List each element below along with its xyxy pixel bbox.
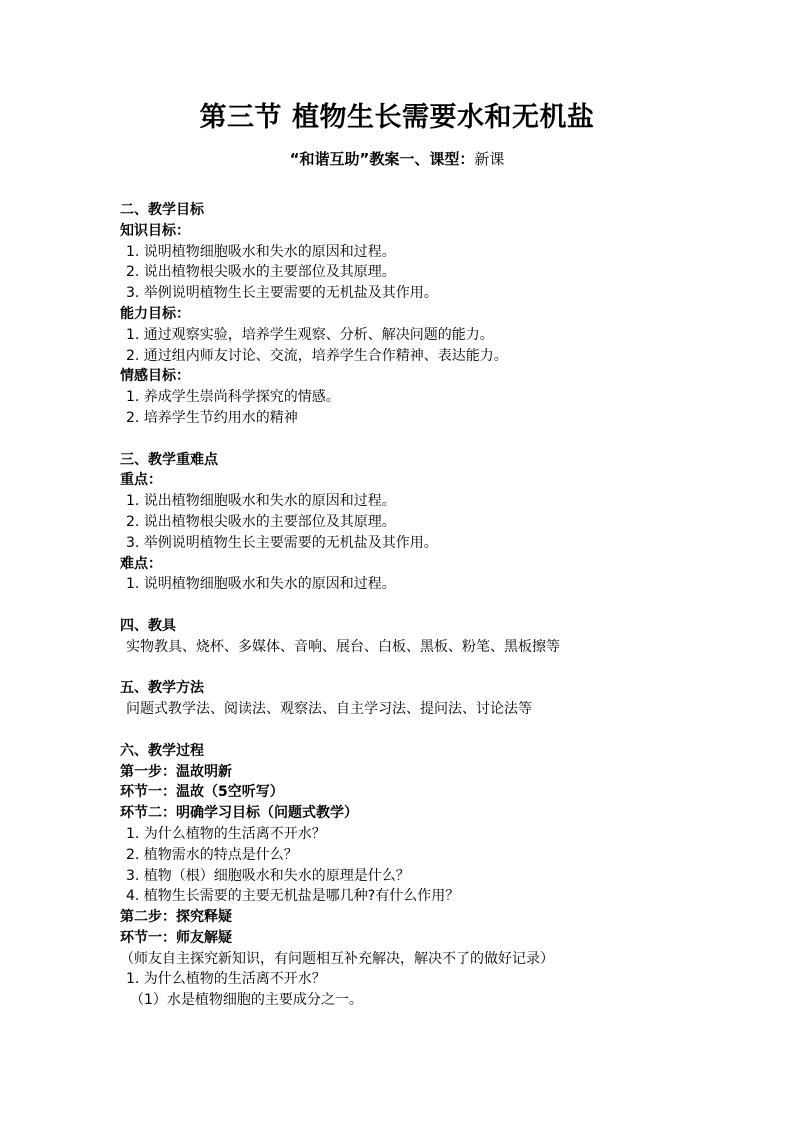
list-item: 1. 说出植物细胞吸水和失水的原因和过程。	[126, 493, 396, 510]
subtitle-lesson-type: 新课	[474, 150, 505, 168]
list-item: 1. 为什么植物的生活离不开水？	[126, 825, 326, 842]
teaching-aids-text: 实物教具、烧杯、多媒体、音响、展台、白板、黑板、粉笔、黑板擦等	[126, 638, 560, 655]
list-item: 4. 植物生长需要的主要无机盐是哪几种?有什么作用？	[126, 888, 460, 905]
emotion-objectives-label: 情感目标：	[120, 368, 190, 385]
list-item: 1. 为什么植物的生活离不开水？	[126, 971, 326, 988]
key-points-label: 重点：	[120, 472, 162, 489]
section-heading-objectives: 二、教学目标	[120, 202, 204, 218]
list-item: 1. 养成学生崇尚科学探究的情感。	[126, 389, 340, 406]
section-heading-teaching-aids: 四、教具	[120, 617, 176, 634]
step-two-heading: 第二步：探究释疑	[120, 909, 232, 926]
knowledge-objectives-label: 知识目标：	[120, 222, 190, 239]
list-item: 2. 通过组内师友讨论、交流，培养学生合作精神、表达能力。	[126, 347, 508, 364]
link-two-heading: 环节二：明确学习目标（问题式教学）	[120, 805, 358, 822]
section-heading-key-points: 三、教学重难点	[120, 451, 218, 468]
section-heading-teaching-methods: 五、教学方法	[120, 680, 204, 697]
page-subtitle	[0, 148, 794, 170]
list-item: 3. 植物（根）细胞吸水和失水的原理是什么？	[126, 867, 410, 884]
list-item: 3. 举例说明植物生长主要需要的无机盐及其作用。	[126, 285, 438, 302]
ability-objectives-label: 能力目标：	[120, 305, 190, 322]
step-one-heading: 第一步：温故明新	[120, 763, 232, 780]
difficult-points-label: 难点：	[120, 555, 162, 572]
teaching-methods-text: 问题式教学法、阅读法、观察法、自主学习法、提问法、讨论法等	[126, 701, 532, 718]
answer-item: （1）水是植物细胞的主要成分之一。	[130, 992, 363, 1009]
link-three-heading: 环节一：师友解疑	[120, 929, 232, 946]
page-title: 第三节 植物生长需要水和无机盐	[199, 102, 595, 133]
list-item: 2. 培养学生节约用水的精神	[126, 409, 298, 426]
document-body	[120, 200, 720, 1011]
subtitle-bold: “和谐互助”教案一、课型：	[289, 150, 475, 168]
list-item: 1. 说明植物细胞吸水和失水的原因和过程。	[126, 243, 396, 260]
list-item: 2. 植物需水的特点是什么？	[126, 846, 298, 863]
list-item: 2. 说出植物根尖吸水的主要部位及其原理。	[126, 264, 396, 281]
list-item: 3. 举例说明植物生长主要需要的无机盐及其作用。	[126, 534, 438, 551]
list-item: 1. 说明植物细胞吸水和失水的原因和过程。	[126, 576, 396, 593]
link-one-heading: 环节一：温故（5空听写）	[120, 784, 284, 801]
list-item: 2. 说出植物根尖吸水的主要部位及其原理。	[126, 513, 396, 530]
section-heading-teaching-process: 六、教学过程	[120, 742, 204, 759]
list-item: 1. 通过观察实验，培养学生观察、分析、解决问题的能力。	[126, 326, 494, 343]
process-note: （师友自主探究新知识，有问题相互补充解决，解决不了的做好记录）	[120, 950, 554, 967]
